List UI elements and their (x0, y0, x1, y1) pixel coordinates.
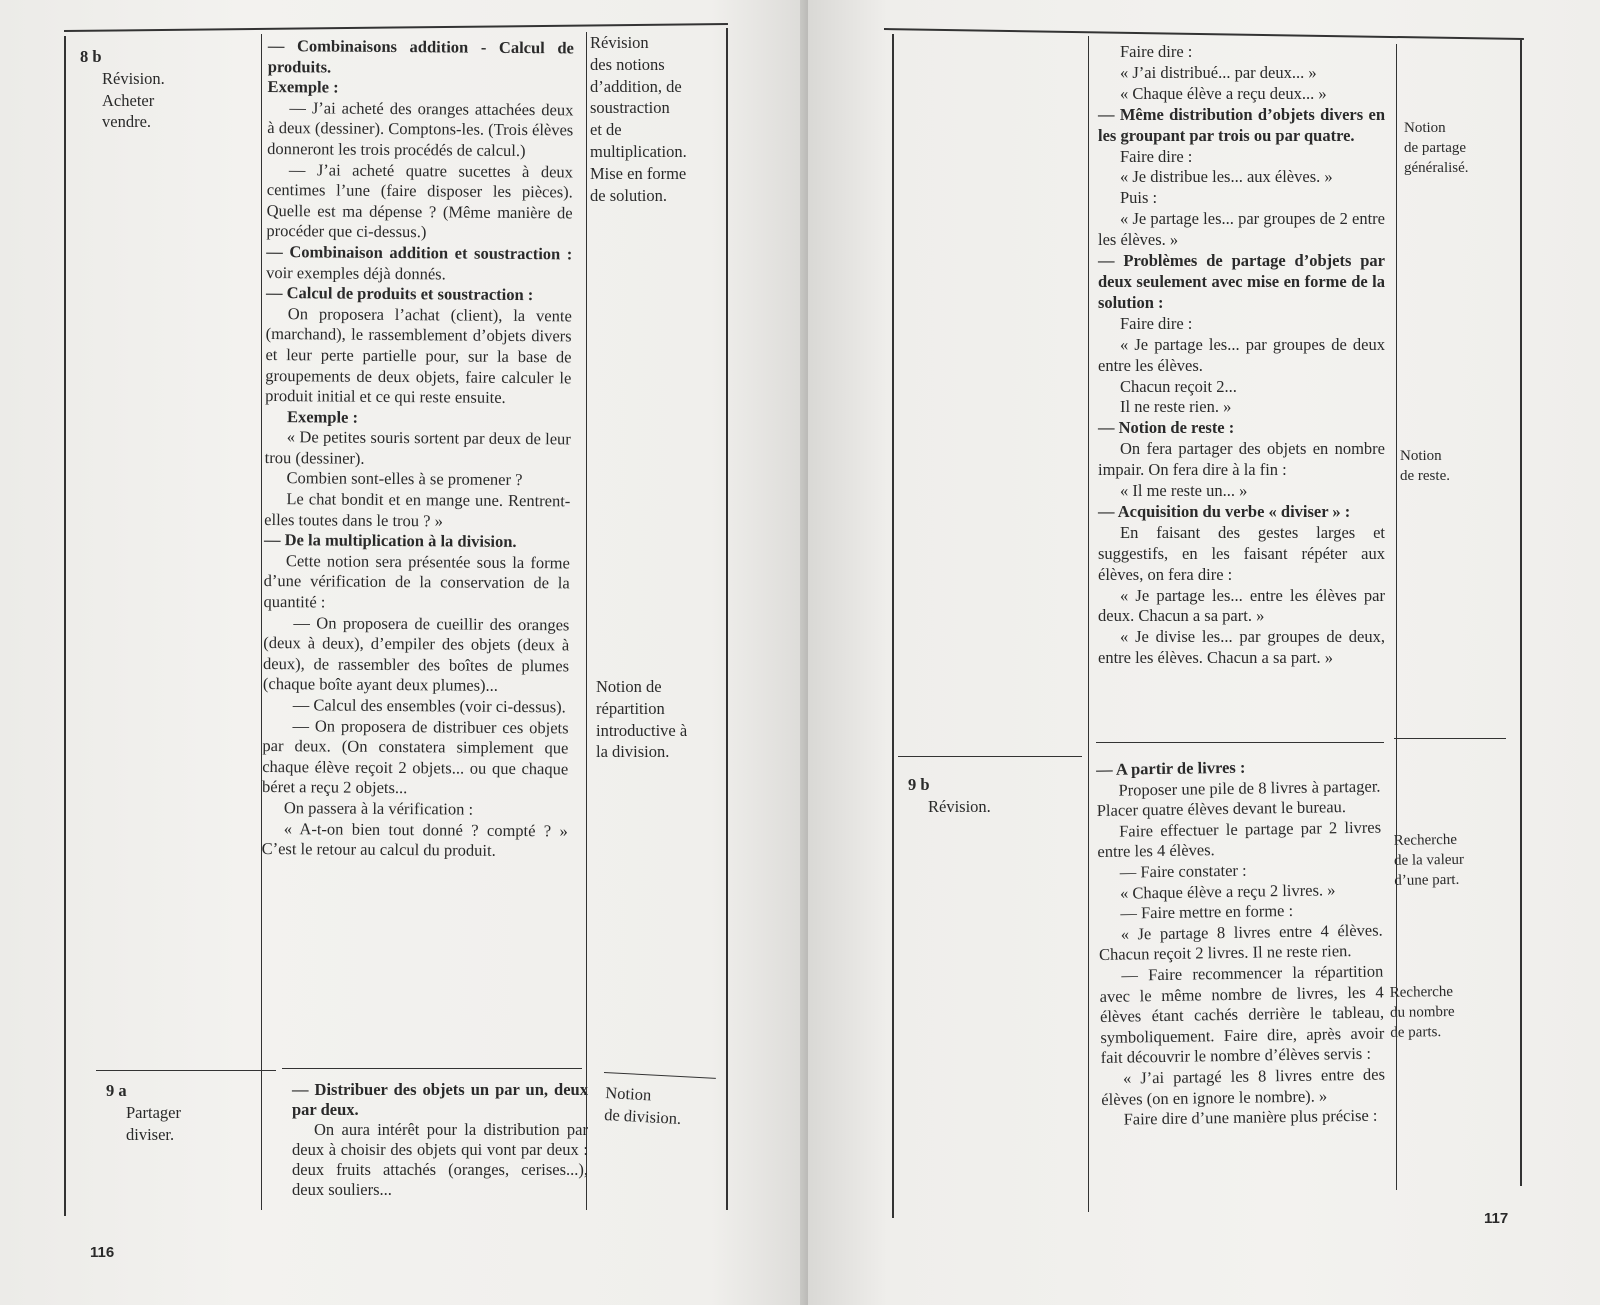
note-line: la division. (596, 742, 670, 762)
note-line: de partage (1404, 140, 1467, 156)
paragraph: « Je divise les... par groupes de deux, entre les élèves. Chacun a sa part. » (1098, 627, 1385, 668)
note-line: Recherche (1393, 831, 1458, 849)
note-line: et de (590, 120, 622, 140)
paragraph: — On proposera de cueillir des oranges (deux à deux), d’empiler des objets (deux à deux), de rassembler des boîtes de plumes (chaque boîte ayant deux plumes)... (262, 612, 570, 696)
row-rule (898, 756, 1082, 757)
entry-number: 8 b (80, 47, 102, 66)
section-heading: — Distribuer des objets un par un, deux par deux. (292, 1080, 588, 1119)
section-heading: Exemple : (267, 77, 339, 97)
note-line: soustraction (590, 98, 670, 118)
row-rule (96, 1070, 276, 1071)
section-heading: — Même distribution d’objets divers en les groupant par trois ou par quatre. (1098, 104, 1385, 145)
section-heading: — De la multiplication à la division. (263, 530, 517, 552)
column-rule (1088, 36, 1089, 1212)
paragraph: Proposer une pile de 8 livres à partager. Placer quatre élèves devant le bureau. (1096, 776, 1381, 821)
note-line: Notion (1400, 448, 1442, 464)
row-rule (1096, 742, 1384, 743)
paragraph: « Je distribue les... aux élèves. » (1120, 167, 1333, 187)
entry-9a-content (292, 1080, 588, 1200)
paragraph: Faire dire : (1120, 313, 1193, 333)
column-rule (261, 34, 262, 1210)
theme-line: Révision. (102, 68, 165, 88)
note-line: de reste. (1400, 468, 1450, 484)
paragraph: On passera à la vérification : (283, 798, 474, 819)
note-generalized-sharing (1404, 118, 1516, 178)
inline-heading: — Combinaison addition et soustraction : (266, 241, 573, 264)
entry-8b-theme (80, 46, 250, 133)
note-line: Notion (1404, 120, 1446, 136)
paragraph: — Calcul des ensembles (voir ci-dessus). (292, 695, 566, 717)
column-rule (1520, 40, 1522, 1186)
entry-number: 9 a (106, 1081, 127, 1100)
note-remainder (1400, 446, 1512, 486)
row-rule (1394, 738, 1506, 739)
note-line: d’une part. (1394, 871, 1460, 889)
paragraph: Le chat bondit et en mange une. Rentrent-elles toutes dans le trou ? » (264, 489, 571, 531)
paragraph: Faire dire d’une manière plus précise : (1123, 1105, 1378, 1129)
note-line: Notion (604, 1082, 652, 1105)
entry-number: 9 b (908, 775, 930, 794)
paragraph: Cette notion sera présentée sous la forme d’une vérification de la conservation de la quantité : (263, 551, 570, 612)
section-heading: Exemple : (286, 406, 359, 427)
paragraph: — J’ai acheté des oranges attachées deux à deux (dessiner). Comptons-les. (Trois élèves donneront les trois procédés de calcul.) (267, 97, 574, 160)
paragraph: On proposera l’achat (client), la vente (marchand), le rassemblement d’objets divers et leur perte partielle pour, sur la base de groupements de deux objets, faire calculer le produit initial et ce qui reste ensuite. (265, 303, 572, 407)
paragraph: — Faire constater : (1119, 860, 1247, 882)
paragraph: « De petites souris sortent par deux de leur trou (dessiner). (264, 427, 571, 468)
note-line: de division. (603, 1104, 682, 1128)
inline-text: voir exemples déjà donnés. (266, 262, 446, 283)
section-heading: — Acquisition du verbe « diviser » : (1098, 501, 1351, 521)
paragraph: « J’ai partagé les 8 livres entre des élèves (on en ignore le nombre). » (1101, 1064, 1386, 1109)
theme-line: diviser. (126, 1124, 175, 1144)
paragraph: — Faire recommencer la répartition avec le même nombre de livres, les 4 élèves étant cachés derrière le tableau, symboliquement. Faire dire, après avoir fait découvrir le nombre d’élèves servis : (1099, 961, 1385, 1068)
paragraph: « J’ai distribué... par deux... » (1120, 62, 1317, 82)
paragraph: On fera partager des objets en nombre impair. On fera dire à la fin : (1098, 439, 1385, 480)
paragraph: — On proposera de distribuer ces objets par deux. (On constatera simplement que chaque élève reçoit 2 objets... ou que chaque béret a reçu 2 objets... (262, 715, 569, 798)
paragraph: Faire effectuer le partage par 2 livres entre les 4 élèves. (1097, 817, 1382, 862)
column-rule (586, 32, 587, 1210)
entry-9b-theme (908, 774, 1078, 818)
note-line: de la valeur (1393, 851, 1465, 869)
paragraph: « Je partage 8 livres entre 4 élèves. Chacun reçoit 2 livres. Il ne reste rien. (1098, 920, 1383, 965)
note-line: répartition (596, 698, 665, 718)
paragraph: « Je partage les... par groupes de deux entre les élèves. (1098, 334, 1385, 375)
section-heading: — Combinaisons addition - Calcul de produits. (267, 36, 574, 77)
right-page (808, 0, 1600, 1305)
paragraph: — Faire mettre en forme : (1120, 901, 1294, 923)
entry-9b-content (1096, 756, 1386, 1131)
note-line: Révision (590, 33, 649, 52)
note-line: de parts. (1390, 1024, 1442, 1041)
paragraph: Il ne reste rien. » (1120, 397, 1232, 417)
theme-line: Partager (126, 1102, 181, 1122)
paragraph: « A-t-on bien tout donné ? compté ? » C’est le retour au calcul du produit. (261, 818, 568, 860)
row-rule (282, 1068, 582, 1069)
note-division (604, 1082, 716, 1131)
column-rule (64, 36, 66, 1216)
note-line: Mise en forme (590, 163, 687, 183)
paragraph: « Je partage les... par groupes de 2 entre les élèves. » (1098, 209, 1385, 250)
entry-9a-theme (106, 1080, 266, 1145)
entry-8b-content (262, 36, 574, 862)
table-top-rule (64, 23, 728, 32)
section-heading: — Notion de reste : (1098, 418, 1235, 438)
section-heading: — Problèmes de partage d’objets par deux seulement avec mise en forme de la solution : (1098, 251, 1385, 312)
note-line: introductive à (596, 720, 688, 740)
theme-line: vendre. (102, 112, 152, 132)
section-heading: — Calcul de produits et soustraction : (265, 283, 534, 305)
paragraph: Chacun reçoit 2... (1120, 376, 1237, 396)
note-line: Notion de (596, 677, 662, 696)
column-rule (892, 34, 894, 1218)
paragraph: — J’ai acheté quatre sucettes à deux centimes l’une (faire disposer les pièces). Quelle est ma dépense ? (Même manière de procéder que ci-dessus.) (266, 159, 574, 242)
paragraph: Faire dire : (1120, 42, 1193, 61)
note-line: multiplication. (590, 141, 687, 161)
table-top-rule (884, 28, 1524, 40)
note-value-of-part (1394, 829, 1509, 891)
note-line: Recherche (1389, 983, 1454, 1001)
section-heading: — A partir de livres : (1096, 757, 1246, 779)
paragraph: « Je partage les... entre les élèves par deux. Chacun a sa part. » (1098, 585, 1385, 626)
note-line: du nombre (1389, 1003, 1455, 1021)
column-rule (726, 28, 728, 1210)
paragraph: En faisant des gestes larges et suggestifs, en les faisant répéter aux élèves, on fera dire : (1098, 522, 1385, 584)
paragraph: On aura intérêt pour la distribution par deux à choisir des objets qui vont par deux : deux fruits attachés (oranges, cerises...), deux souliers... (292, 1120, 588, 1199)
page-number: 116 (90, 1244, 115, 1261)
paragraph: « Chaque élève a reçu deux... » (1120, 83, 1327, 103)
paragraph: « Chaque élève a reçu 2 livres. » (1119, 879, 1336, 903)
row-rule (604, 1072, 716, 1079)
note-division-intro (596, 676, 722, 763)
theme-line: Révision. (928, 796, 991, 816)
theme-line: Acheter (102, 90, 155, 110)
paragraph: Faire dire : (1120, 146, 1193, 166)
paragraph (266, 242, 572, 286)
page-number: 117 (1484, 1210, 1509, 1227)
paragraph: « Il me reste un... » (1120, 481, 1248, 501)
note-line: généralisé. (1404, 160, 1469, 176)
paragraph: Combien sont-elles à se promener ? (286, 468, 523, 490)
note-line: de solution. (590, 185, 667, 205)
note-line: d’addition, de (590, 76, 682, 96)
note-line: des notions (590, 54, 665, 74)
note-number-of-parts (1390, 981, 1505, 1043)
note-8b (590, 32, 722, 206)
entry-9a-continuation (1098, 42, 1385, 669)
paragraph: Puis : (1120, 188, 1158, 208)
